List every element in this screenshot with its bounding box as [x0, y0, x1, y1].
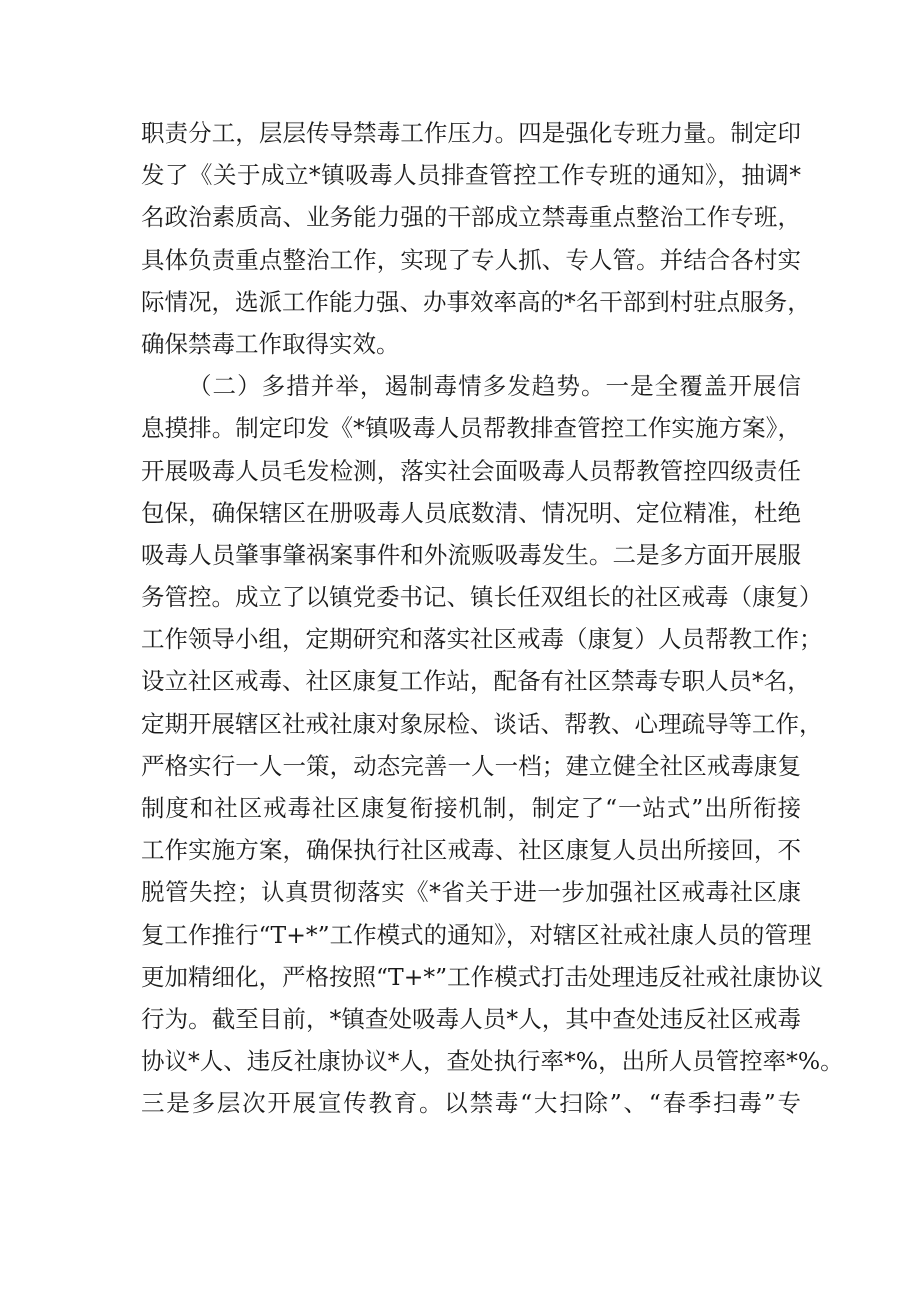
- text-line: 包保，确保辖区在册吸毒人员底数清、情况明、定位精准，杜绝: [141, 498, 801, 527]
- text-line: 复工作推行“T+*”工作模式的通知》，对辖区社戒社康人员的管理: [141, 920, 812, 949]
- text-line: 更加精细化，严格按照“T+*”工作模式打击处理违反社戒社康协议: [141, 962, 824, 991]
- text-line: 名政治素质高、业务能力强的干部成立禁毒重点整治工作专班，: [141, 203, 801, 232]
- text-line: 息摸排。制定印发《*镇吸毒人员帮教排查管控工作实施方案》，: [141, 414, 801, 443]
- body-text: [141, 112, 844, 1125]
- text-line: 工作领导小组，定期研究和落实社区戒毒（康复）人员帮教工作；: [141, 625, 823, 654]
- text-line: 严格实行一人一策，动态完善一人一档；建立健全社区戒毒康复: [141, 751, 801, 780]
- text-line: 吸毒人员肇事肇祸案事件和外流贩吸毒发生。二是多方面开展服: [141, 540, 801, 569]
- text-line: 制度和社区戒毒社区康复衔接机制，制定了“一站式”出所衔接: [141, 794, 801, 822]
- text-line: 职责分工，层层传导禁毒工作压力。四是强化专班力量。制定印: [141, 119, 801, 147]
- text-line: 设立社区戒毒、社区康复工作站，配备有社区禁毒专职人员*名，: [141, 667, 811, 696]
- text-line: 际情况，选派工作能力强、办事效率高的*名干部到村驻点服务，: [141, 287, 811, 316]
- paragraph-start-line: （二）多措并举，遏制毒情多发趋势。一是全覆盖开展信: [188, 372, 801, 401]
- text-line: 开展吸毒人员毛发检测，落实社会面吸毒人员帮教管控四级责任: [141, 456, 801, 485]
- text-line: 确保禁毒工作取得实效。: [141, 329, 400, 358]
- text-line: 协议*人、违反社康协议*人，查处执行率*%，出所人员管控率*%。: [141, 1047, 844, 1076]
- text-line: 工作实施方案，确保执行社区戒毒、社区康复人员出所接回，不: [141, 836, 801, 865]
- text-line: 务管控。成立了以镇党委书记、镇长任双组长的社区戒毒（康复）: [141, 583, 823, 612]
- text-line: 定期开展辖区社戒社康对象尿检、谈话、帮教、心理疏导等工作，: [141, 709, 823, 738]
- text-line: 三是多层次开展宣传教育。以禁毒“大扫除”、“春季扫毒”专: [141, 1089, 801, 1118]
- text-line: 脱管失控；认真贯彻落实《*省关于进一步加强社区戒毒社区康: [141, 878, 801, 907]
- text-line: 具体负责重点整治工作，实现了专人抓、专人管。并结合各村实: [141, 245, 801, 274]
- text-line: 发了《关于成立*镇吸毒人员排查管控工作专班的通知》，抽调*: [141, 161, 801, 190]
- text-line: 行为。截至目前，*镇查处吸毒人员*人，其中查处违反社区戒毒: [141, 1004, 801, 1033]
